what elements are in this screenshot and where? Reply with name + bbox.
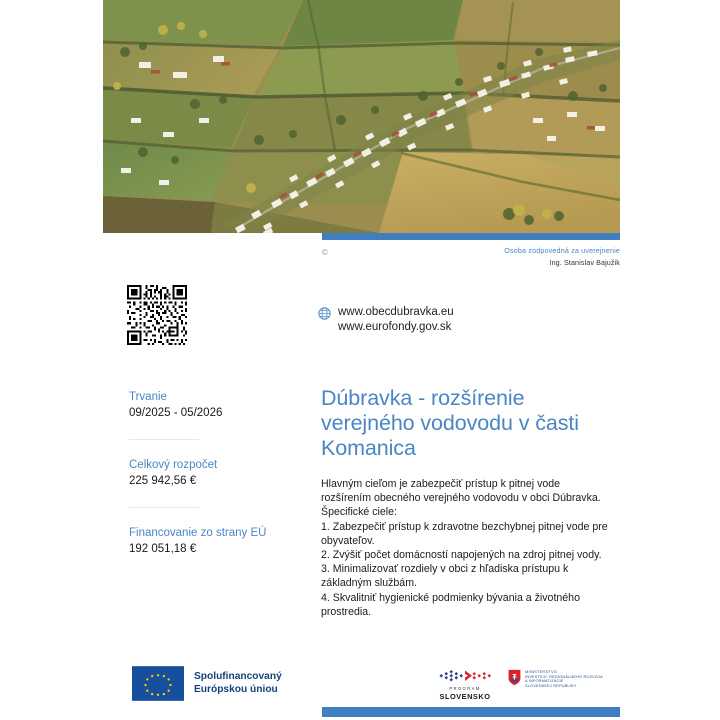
- copyright-icon: ©: [322, 248, 328, 257]
- ministry-line-2: INVESTÍCIÍ, REGIONÁLNEHO ROZVOJA: [525, 673, 603, 679]
- project-title: Dúbravka - rozšírenie verejného vodovodu v časti Komanica: [321, 386, 579, 460]
- project-description: Hlavným cieľom je zabezpečiť prístup k pitnej vode rozšírením obecného verejného vodovodu v obci Dúbravka. Špecifické ciele: 1. Zabezpečiť prístup k zdravotne bezchybnej pitnej vode pre obyvateľov. 2. Zvýšiť počet domácností napojených na zdroj pitnej vody. 3. Minimalizovať rozdiely v obci z hľadiska prístupu k základným službám. 4. Skvalitniť hygienické podmienky bývania a životného prostredia.: [321, 478, 608, 618]
- program-slovensko-logo: [437, 668, 493, 701]
- hero-accent-bar: [322, 233, 620, 240]
- ministry-line-4: SLOVENSKEJ REPUBLIKY: [525, 682, 577, 688]
- ministry-name: [525, 669, 603, 688]
- info-total-budget-label: Celkový rozpočet: [129, 459, 218, 471]
- info-total-budget-value: 225 942,56 €: [129, 475, 197, 487]
- project-main-column: [321, 386, 611, 619]
- info-total-budget: [129, 458, 304, 489]
- publisher-name: Ing. Stanislav Bajužik: [549, 258, 620, 267]
- program-slovensko-program-label: PROGRAM: [449, 686, 481, 691]
- weblink-secondary[interactable]: www.eurofondy.gov.sk: [338, 321, 452, 333]
- eu-flag-icon: [132, 666, 184, 701]
- weblinks: [318, 305, 454, 335]
- qr-code[interactable]: [127, 285, 187, 345]
- weblink-primary[interactable]: www.obecdubravka.eu: [338, 306, 454, 318]
- program-slovensko-name-label: SLOVENSKO: [439, 692, 491, 701]
- info-duration: [129, 390, 304, 421]
- info-duration-label: Trvanie: [129, 391, 167, 403]
- weblink-list: [338, 305, 454, 335]
- info-duration-value: 09/2025 - 05/2026: [129, 407, 223, 419]
- bottom-accent-bar: [322, 707, 620, 717]
- publisher-block: [504, 245, 620, 268]
- ministry-line-3: A INFORMATIZÁCIE: [525, 678, 564, 684]
- info-divider: [129, 507, 199, 508]
- aerial-village-photo: [103, 0, 620, 233]
- info-eu-funding-value: 192 051,18 €: [129, 543, 197, 555]
- publisher-label: Osoba zodpovedná za uverejnenie: [504, 246, 620, 255]
- project-info-column: [129, 390, 304, 557]
- ministry-logo: [508, 669, 603, 688]
- credit-row: [103, 245, 620, 275]
- slovak-coat-of-arms-icon: [508, 669, 521, 686]
- eu-cofunding-text: Spolufinancovaný Európskou úniou: [194, 671, 282, 695]
- ministry-line-1: MINISTERSTVO: [525, 669, 558, 674]
- program-slovensko-icon: [437, 668, 493, 685]
- info-divider: [129, 439, 199, 440]
- globe-icon: [318, 307, 331, 320]
- info-eu-funding: [129, 526, 304, 557]
- info-eu-funding-label: Financovanie zo strany EÚ: [129, 527, 267, 539]
- eu-cofunding-logo: [132, 666, 282, 701]
